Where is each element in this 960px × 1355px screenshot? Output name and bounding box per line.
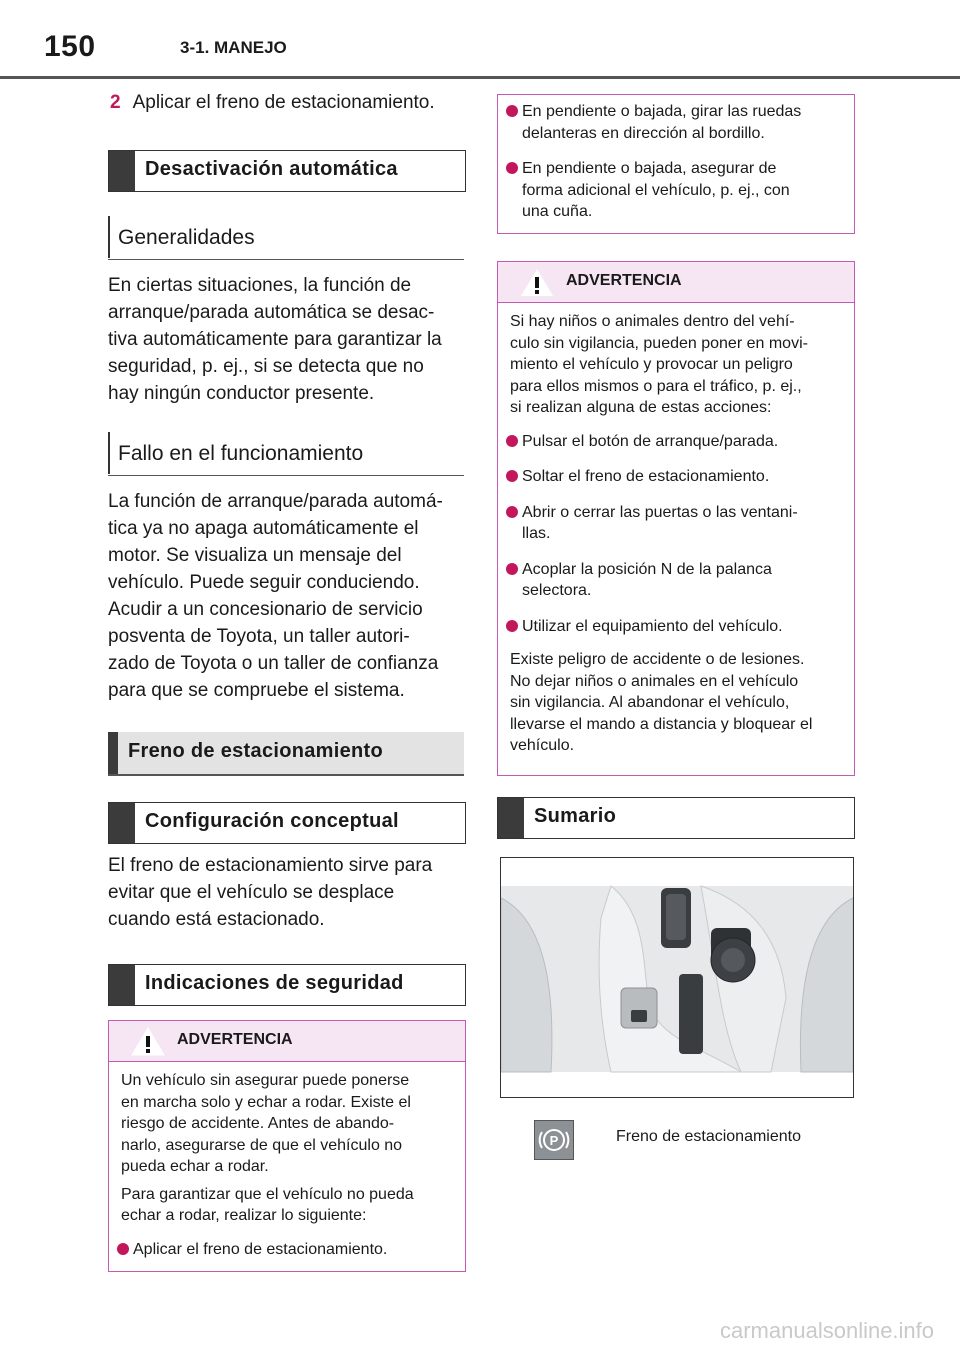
warning-paragraph: Para garantizar que el vehículo no pueda echar a rodar, realizar lo siguiente: <box>121 1185 414 1224</box>
bullet-dot <box>506 470 518 482</box>
step-2 <box>110 92 435 114</box>
section-title: 3-1. MANEJO <box>180 38 287 57</box>
warning-outro: Existe peligro de accidente o de lesiones. No dejar niños o animales en el vehículo sin vigilancia. Al abandonar el vehículo, llevarse el mando a distancia y bloquear el vehículo. <box>510 651 813 754</box>
heading-seguridad: Indicaciones de seguridad <box>108 964 466 1006</box>
box-bullet: En pendiente o bajada, girar las ruedas delanteras en dirección al bordillo. <box>498 101 854 144</box>
page-number: 150 <box>44 30 96 63</box>
warning-bullet: Abrir o cerrar las puertas o las ventani- llas. <box>498 502 854 545</box>
paragraph-generalidades: En ciertas situaciones, la función de arranque/parada automática se desac- tiva automáticamente para garantizar la seguridad, p. ej., si se detecta que no hay ningún conductor presente. <box>108 275 442 404</box>
warning-bullet: Soltar el freno de estacionamiento. <box>498 466 854 488</box>
svg-text:P: P <box>549 1133 559 1148</box>
heading-configuracion: Configuración conceptual <box>108 802 466 844</box>
warning-header <box>109 1021 465 1062</box>
bullet-dot <box>506 506 518 518</box>
step-text: Aplicar el freno de estacionamiento. <box>132 92 435 113</box>
warning-box-1 <box>108 1020 466 1272</box>
bullet-dot <box>506 620 518 632</box>
icon-caption: Freno de estacionamiento <box>616 1128 801 1145</box>
box-bullet: En pendiente o bajada, asegurar de forma adicional el vehículo, p. ej., con una cuña. <box>498 158 854 223</box>
subheading-generalidades: Generalidades <box>108 216 466 258</box>
warning-bullet: Aplicar el freno de estacionamiento. <box>109 1239 465 1261</box>
bullet-dot <box>506 435 518 447</box>
warning-bullet: Utilizar el equipamiento del vehículo. <box>498 616 854 638</box>
subheading-fallo: Fallo en el funcionamiento <box>108 432 466 474</box>
center-console-illustration <box>500 857 854 1098</box>
console-drawing <box>501 858 853 1097</box>
paragraph-configuracion: El freno de estacionamiento sirve para evitar que el vehículo se desplace cuando está estacionado. <box>108 855 433 930</box>
parking-brake-icon <box>534 1120 574 1160</box>
warning-bullet: Acoplar la posición N de la palanca selectora. <box>498 559 854 602</box>
heading-freno: Freno de estacionamiento <box>108 732 464 776</box>
heading-sumario: Sumario <box>497 797 855 839</box>
header-rule <box>0 76 960 79</box>
bullet-dot <box>506 162 518 174</box>
warning-icon <box>131 1026 165 1056</box>
warning-paragraph: Un vehículo sin asegurar puede ponerse en marcha solo y echar a rodar. Existe el riesgo de accidente. Antes de abando- narlo, asegurarse de que el vehículo no pueda echar a rodar. <box>121 1072 411 1175</box>
warning-title: ADVERTENCIA <box>177 1031 293 1048</box>
warning-bullet: Pulsar el botón de arranque/parada. <box>498 431 854 453</box>
bullet-box <box>497 94 855 234</box>
warning-intro: Si hay niños o animales dentro del vehí- culo sin vigilancia, pueden poner en movi- miento el vehículo y provocar un peligro para ellos mismos o para el tráfico, p. ej., si realizan alguna de estas acciones: <box>510 313 808 416</box>
warning-icon <box>520 267 554 297</box>
warning-header <box>498 262 854 303</box>
bullet-dot <box>506 563 518 575</box>
bullet-dot <box>117 1243 129 1255</box>
watermark: carmanualsonline.info <box>720 1318 935 1343</box>
warning-box-2 <box>497 261 855 776</box>
subheading-rule <box>108 259 464 260</box>
paragraph-fallo: La función de arranque/parada automá- tica ya no apaga automáticamente el motor. Se visualiza un mensaje del vehículo. Puede seguir conduciendo. Acudir a un concesionario de servicio posventa de Toyota, un taller autori- zado de Toyota o un taller de confianza para que se compruebe el sistema. <box>108 491 443 701</box>
bullet-dot <box>506 105 518 117</box>
warning-title: ADVERTENCIA <box>566 272 682 289</box>
heading-desactivacion: Desactivación automática <box>108 150 466 192</box>
subheading-rule <box>108 475 464 476</box>
step-number: 2 <box>110 92 121 113</box>
